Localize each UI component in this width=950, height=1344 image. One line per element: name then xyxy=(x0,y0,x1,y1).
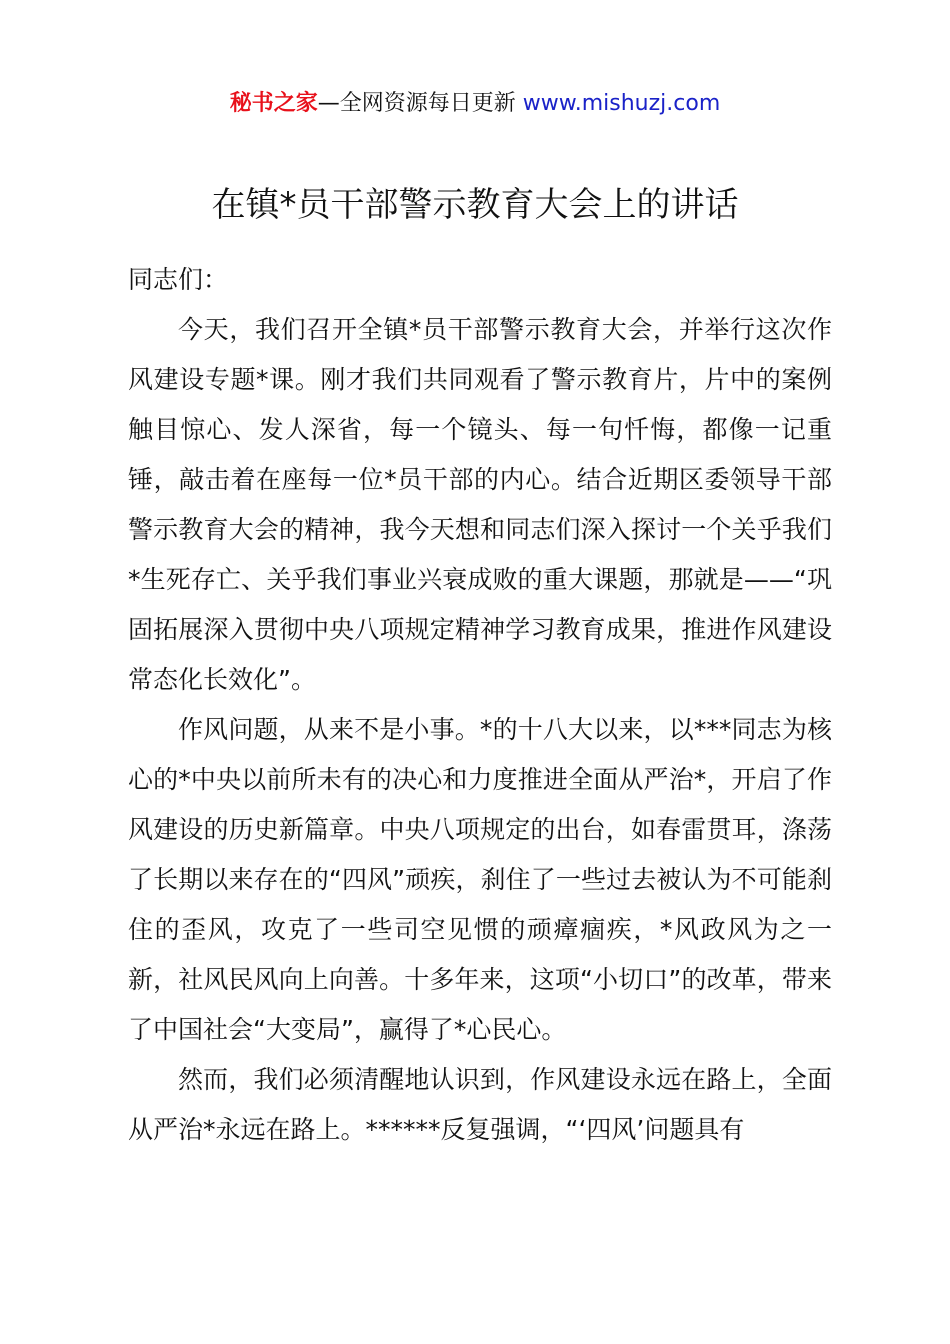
paragraph-1: 今天，我们召开全镇*员干部警示教育大会，并举行这次作风建设专题*课。刚才我们共同观看了警示教育片，片中的案例触目惊心、发人深省，每一个镜头、每一句忏悔，都像一记重锤，敲击着在座每一位*员干部的内心。结合近期区委领导干部警示教育大会的精神，我今天想和同志们深入探讨一个关乎我们*生死存亡、关乎我们事业兴衰成败的重大课题，那就是——“巩固拓展深入贯彻中央八项规定精神学习教育成果，推进作风建设常态化长效化”。 xyxy=(128,315,832,694)
document-title: 在镇*员干部警示教育大会上的讲话 xyxy=(211,185,739,225)
site-url-link[interactable]: www.mishuzj.com xyxy=(522,91,721,116)
document-body xyxy=(128,255,832,1155)
brand-name: 秘书之家 xyxy=(229,91,318,116)
header-tagline: —全网资源每日更新 xyxy=(317,91,523,116)
paragraph-3: 然而，我们必须清醒地认识到，作风建设永远在路上，全面从严治*永远在路上。******反复强调，“‘四风’问题具有 xyxy=(128,1065,832,1144)
salutation: 同志们： xyxy=(128,265,229,294)
paragraph-2: 作风问题，从来不是小事。*的十八大以来，以***同志为核心的*中央以前所未有的决心和力度推进全面从严治*，开启了作风建设的历史新篇章。中央八项规定的出台，如春雷贯耳，涤荡了长期以来存在的“四风”顽疾，刹住了一些过去被认为不可能刹住的歪风，攻克了一些司空见惯的顽瘴痼疾，*风政风为之一新，社风民风向上向善。十多年来，这项“小切口”的改革，带来了中国社会“大变局”，赢得了*心民心。 xyxy=(128,715,832,1044)
site-header xyxy=(0,88,950,120)
